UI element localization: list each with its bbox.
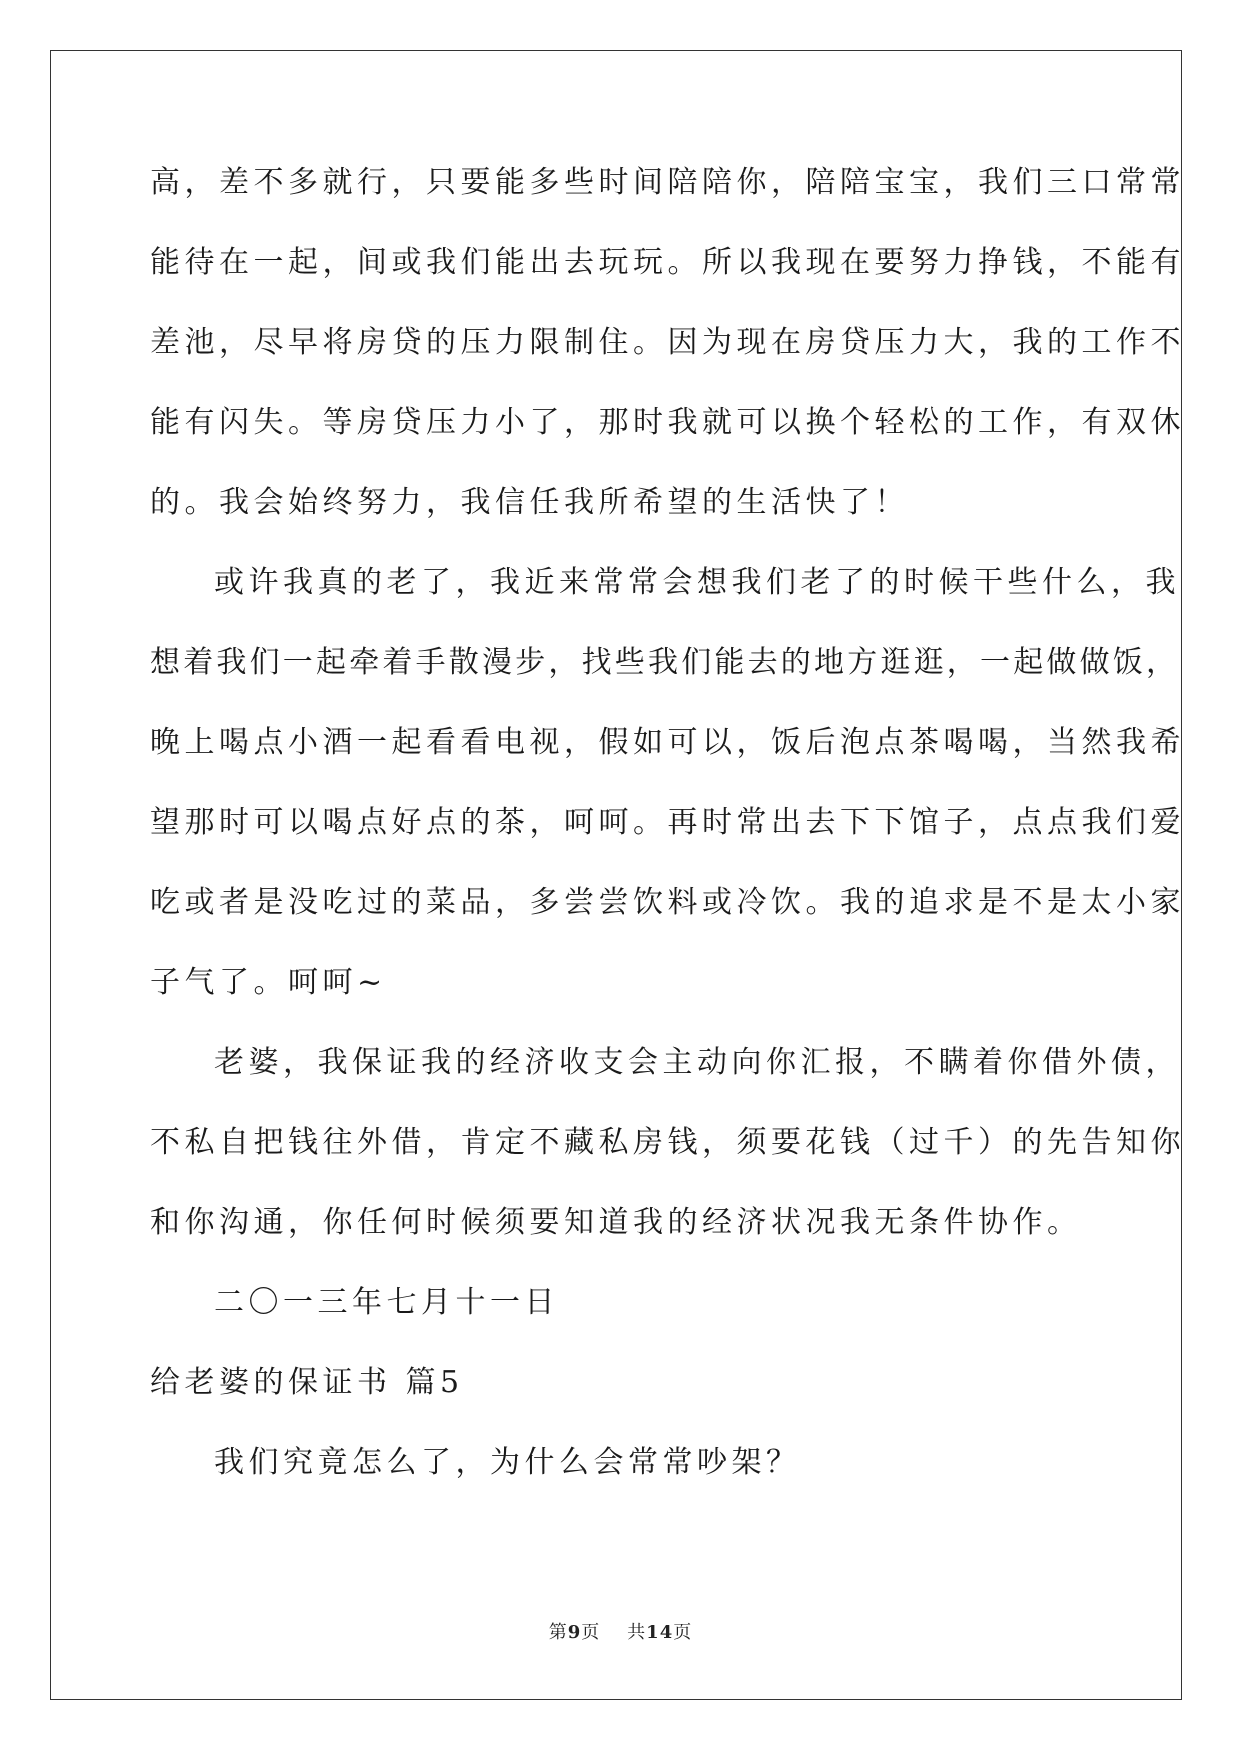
paragraph-line: 能待在一起，间或我们能出去玩玩。所以我现在要努力挣钱，不能有 xyxy=(150,245,1185,280)
paragraph-line: 能有闪失。等房贷压力小了，那时我就可以换个轻松的工作，有双休 xyxy=(150,405,1185,440)
paragraph-line: 想着我们一起牵着手散漫步，找些我们能去的地方逛逛，一起做做饭， xyxy=(150,645,1180,680)
paragraph-line: 高，差不多就行，只要能多些时间陪陪你，陪陪宝宝，我们三口常常 xyxy=(150,165,1185,200)
footer-total-prefix: 共 xyxy=(627,1622,647,1643)
section-heading: 给老婆的保证书 篇5 xyxy=(150,1365,464,1400)
paragraph-line: 不私自把钱往外借，肯定不藏私房钱，须要花钱（过千）的先告知你 xyxy=(150,1125,1185,1160)
footer-total-pages: 14 xyxy=(646,1622,674,1643)
paragraph-line: 望那时可以喝点好点的茶，呵呵。再时常出去下下馆子，点点我们爱 xyxy=(150,805,1185,840)
footer-page-suffix: 页 xyxy=(581,1622,601,1643)
paragraph-line: 差池，尽早将房贷的压力限制住。因为现在房贷压力大，我的工作不 xyxy=(150,325,1185,360)
footer-total-suffix: 页 xyxy=(673,1622,693,1643)
paragraph-line: 和你沟通，你任何时候须要知道我的经济状况我无条件协作。 xyxy=(150,1205,1082,1240)
paragraph-line: 老婆，我保证我的经济收支会主动向你汇报，不瞒着你借外债， xyxy=(214,1045,1180,1080)
document-body xyxy=(150,162,1185,1522)
paragraph-line: 子气了。呵呵~ xyxy=(150,965,387,1000)
footer-page-number: 9 xyxy=(567,1622,582,1643)
page-footer xyxy=(0,1618,1241,1644)
paragraph-line: 的。我会始终努力，我信任我所希望的生活快了！ xyxy=(150,485,909,520)
paragraph-line: 晚上喝点小酒一起看看电视，假如可以，饭后泡点茶喝喝，当然我希 xyxy=(150,725,1185,760)
paragraph-line: 吃或者是没吃过的菜品，多尝尝饮料或冷饮。我的追求是不是太小家 xyxy=(150,885,1185,920)
footer-page-prefix: 第 xyxy=(548,1622,568,1643)
paragraph-line: 我们究竟怎么了，为什么会常常吵架？ xyxy=(214,1445,801,1480)
date-line: 二〇一三年七月十一日 xyxy=(214,1285,559,1320)
paragraph-line: 或许我真的老了，我近来常常会想我们老了的时候干些什么，我 xyxy=(214,565,1180,600)
